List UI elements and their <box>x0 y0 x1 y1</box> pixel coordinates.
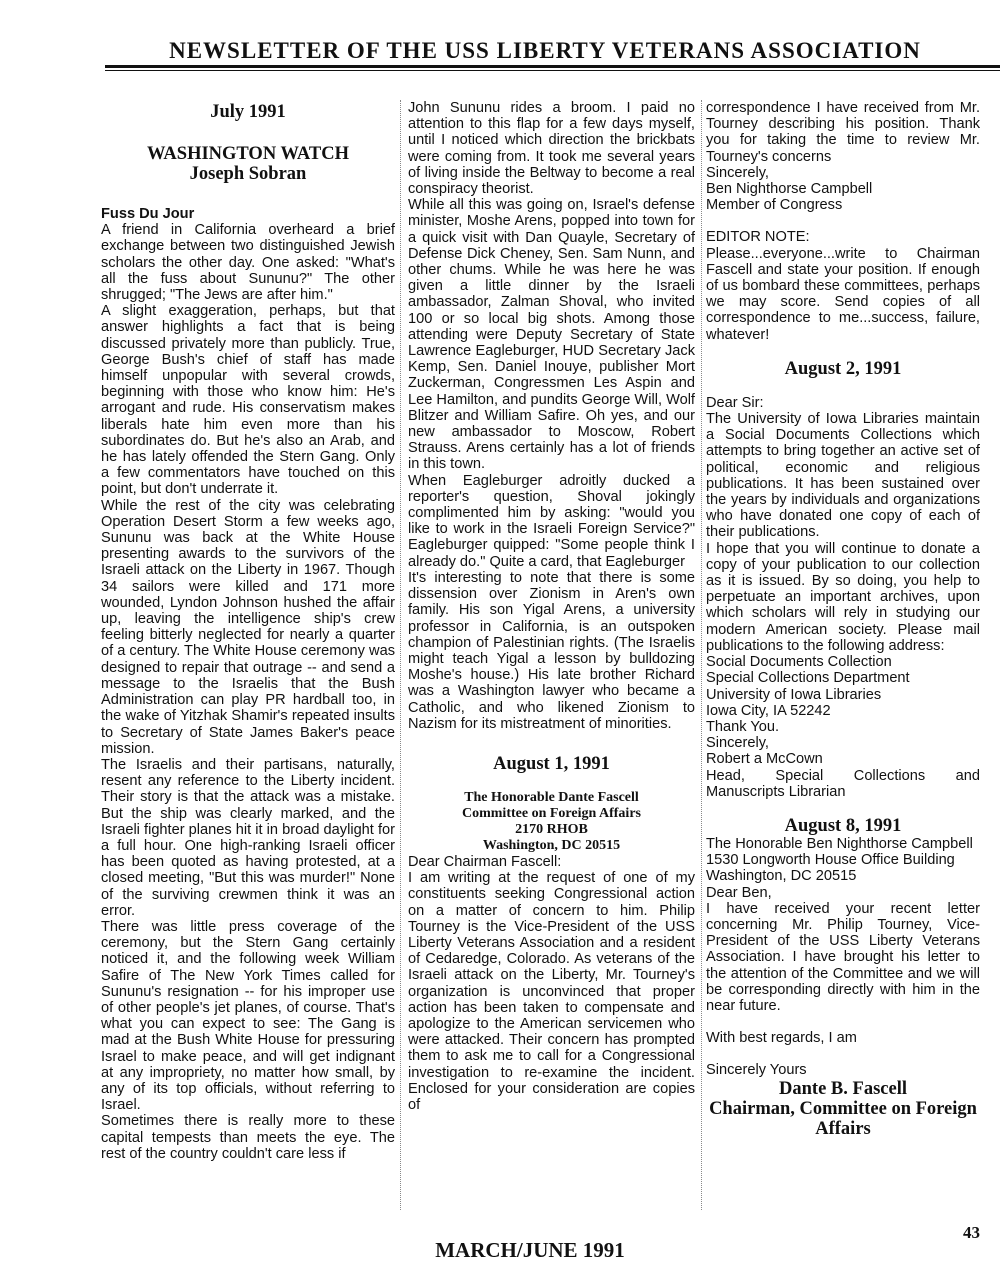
letter-address-line: Washington, DC 20515 <box>706 868 857 885</box>
column-3 <box>706 100 980 1208</box>
letter-signer-title: Member of Congress <box>706 197 843 214</box>
letter-body: I hope that you will continue to donate a copy of your publication to our collection as it is issued. By so doing, you help to perpetuate an important archives, upon which scholars will rely in studying our modern American society. Please mail publications to the following address: <box>706 540 980 654</box>
letter-date: August 2, 1991 <box>784 358 902 379</box>
article-paragraph: A slight exaggeration, perhaps, but that answer highlights a fact that is being discussed privately more than publicly. True, George Bush's chief of staff has made himself unpopular with several crowds, beginning with those who know him: He's arrogant and rude. His conservatism makes liberals hate him even more than his subordinates do. But he's also an Arab, and he has lately offended the Stern Gang. Only a few commentators have touched on this point, but don't underrate it. <box>101 303 395 498</box>
letter-closing: Sincerely, <box>706 735 769 752</box>
letter-body: I have received your recent letter concerning Mr. Philip Tourney, Vice-President of the USS Liberty Veterans Association. I have brought his letter to the attention of the Committee and we will be corresponding directly with him in the near future. <box>706 900 980 1014</box>
letter-address-line: 2170 RHOB <box>515 821 588 837</box>
masthead-rule-thin <box>105 70 1000 71</box>
letter-salutation: Dear Sir: <box>706 394 764 411</box>
article-paragraph: While all this was going on, Israel's defense minister, Moshe Arens, popped into town for a quick visit with Dan Quayle, Secretary of Defense Dick Cheney, Sen. Sam Nunn, and other chums. While he was here he was given a little dinner by the Israeli ambassador, Zalman Shoval, who invited 100 or so local big shots. Among those attending were Deputy Secretary of State Lawrence Eagleburger, HUD Secretary Jack Kemp, Sen. Daniel Inouye, publisher Mort Zuckerman, Congressmen Les Aspin and Lee Hamilton, and pundits George Will, Wolf Blitzer and William Safire. Oh yes, and our new ambassador to Moscow, Robert Strauss. Arens certainly has a lot of friends in this town. <box>408 197 695 473</box>
column-divider-1 <box>400 100 401 1210</box>
letter-salutation: Dear Chairman Fascell: <box>408 853 562 870</box>
letter-signer: Ben Nighthorse Campbell <box>706 181 873 198</box>
column-2 <box>408 100 695 1208</box>
article-paragraph: A friend in California overheard a brief exchange between two distinguished Jewish scholars the other day. One asked: "What's all the fuss about Sununu?" The other shrugged; "The Jews are after him." <box>101 222 395 304</box>
article-paragraph: The Israelis and their partisans, naturally, resent any reference to the Liberty incident. Their story is that the attack was a mistake. But the ship was clearly marked, and the Israeli fighter planes hit it in broad daylight for a full hour. One high-ranking Israeli officer has been quoted as having protested, at a closed meeting, "But this was murder!" None of the surviving crewmen think it was an error. <box>101 756 395 919</box>
page-number: 43 <box>963 1223 980 1242</box>
article-paragraph: Sometimes there is really more to these capital tempests than meets the eye. The rest of the country couldn't care less if <box>101 1113 395 1162</box>
letter-regards: With best regards, I am <box>706 1030 857 1047</box>
letter-address-line: University of Iowa Libraries <box>706 686 882 703</box>
letter-closing: Sincerely Yours <box>706 1062 807 1079</box>
letter-signer-title: Chairman, Committee on Foreign Affairs <box>709 1098 977 1139</box>
letter-address-line: 1530 Longworth House Office Building <box>706 852 955 869</box>
letter-recipient: The Honorable Ben Nighthorse Campbell <box>706 835 973 852</box>
article-paragraph: While the rest of the city was celebrating Operation Desert Storm a few weeks ago, Sununu was back at the White House presenting awards to the survivors of the Israeli attack on the Liberty in 1967. Though 34 sailors were killed and 171 more wounded, Lyndon Johnson hushed the affair up, leaving the intelligence ship's crew feeling bitterly neglected for nearly a quarter of a century. The White House ceremony was designed to repair that outrage -- and send a message to the Israelis that the Bush Administration can play PR hardball too, in the wake of Yitzhak Shamir's repeated insults to Secretary of State James Baker's peace mission. <box>101 497 395 757</box>
column-divider-2 <box>701 100 702 1210</box>
letter-address-line: Washington, DC 20515 <box>482 837 621 853</box>
letter-date: August 8, 1991 <box>784 815 902 836</box>
letter-body: I am writing at the request of one of my constituents seeking Congressional action on a matter of concern to him. Philip Tourney is the Vice-President of the USS Liberty Veterans Association and a resident of Cedaredge, Colorado. As veterans of the Israeli attack on the Liberty, Mr. Tourney's organization is unconvinced that proper action has been taken to compensate and apologize to the American servicemen who were attacked. Their concern has prompted them to ask me to call for a Congressional investigation to re-examine the incident. Enclosed for your consideration are copies of <box>408 870 695 1113</box>
article-paragraph: When Eagleburger adroitly ducked a reporter's question, Shoval jokingly complimented him by asking: "would you like to work in the Israeli Foreign Service?" Eagleburger quipped: "Some people think I already do." Quite a card, that Eagleburger <box>408 472 695 570</box>
column-date: July 1991 <box>210 102 286 122</box>
article-subhead: Fuss Du Jour <box>101 206 195 222</box>
letter-body: correspondence I have received from Mr. Tourney describing his position. Thank you for taking the time to review Mr. Tourney's concerns <box>706 100 980 165</box>
masthead-rule-thick <box>105 65 1000 68</box>
newsletter-masthead: NEWSLETTER OF THE USS LIBERTY VETERANS ASSOCIATION <box>169 38 921 63</box>
letter-closing: Sincerely, <box>706 164 769 181</box>
letter-thanks: Thank You. <box>706 718 780 735</box>
letter-signer-title: Head, Special Collections and Manuscripts Librarian <box>706 767 980 800</box>
article-paragraph: There was little press coverage of the ceremony, but the Stern Gang certainly noticed it, and the following week William Safire of The New York Times called for Sununu's resignation -- for his improper use of other people's jet planes, of course. That's what you can expect to see: The Gang is mad at the Bush White House for pressuring Israel to make peace, and will get indignant at any impropriety, no matter how small, by any of its top officials, without referring to Israel. <box>101 918 395 1114</box>
article-paragraph: It's interesting to note that there is some dissension over Zionism in Aren's own family. His son Yigal Arens, a university professor in California, is an outspoken champion of Palestinian rights. (The Israelis might teach Yigal a lesson by bulldozing Moshe's house.) His late brother Richard was a Washington lawyer who became a Catholic, and who likened Zionism to Nazism for its mistreatment of minorities. <box>408 569 695 732</box>
editor-note-label: EDITOR NOTE: <box>706 229 810 246</box>
column-1 <box>101 100 395 1208</box>
letter-address-line: Special Collections Department <box>706 670 910 687</box>
article-paragraph: John Sununu rides a broom. I paid no attention to this flap for a few days myself, until I noticed which direction the brickbats were coming from. It took me several years of living inside the Beltway to become a real conspiracy theorist. <box>408 100 695 198</box>
letter-salutation: Dear Ben, <box>706 884 772 901</box>
column-author: Joseph Sobran <box>189 164 307 184</box>
letter-signer: Robert a McCown <box>706 751 823 768</box>
letter-address-line: The Honorable Dante Fascell <box>464 789 639 805</box>
letter-address-line: Social Documents Collection <box>706 654 892 671</box>
editor-note: Please...everyone...write to Chairman Fascell and state your position. If enough of us bombard these committees, perhaps we may score. Send copies of all correspondence to me...success, failure, whatever! <box>706 245 980 343</box>
letter-address-line: Committee on Foreign Affairs <box>462 805 641 821</box>
letter-signer: Dante B. Fascell <box>779 1078 907 1099</box>
letter-address-line: Iowa City, IA 52242 <box>706 702 831 719</box>
letter-body: The University of Iowa Libraries maintain a Social Documents Collections which attempts to bring together an active set of political, economic and religious publications. It has been sustained over the years by individuals and organizations who have donated one copy of each of their publications. <box>706 411 980 541</box>
column-title: WASHINGTON WATCH <box>146 144 349 164</box>
issue-footer: MARCH/JUNE 1991 <box>435 1238 625 1262</box>
letter-date: August 1, 1991 <box>493 753 610 774</box>
